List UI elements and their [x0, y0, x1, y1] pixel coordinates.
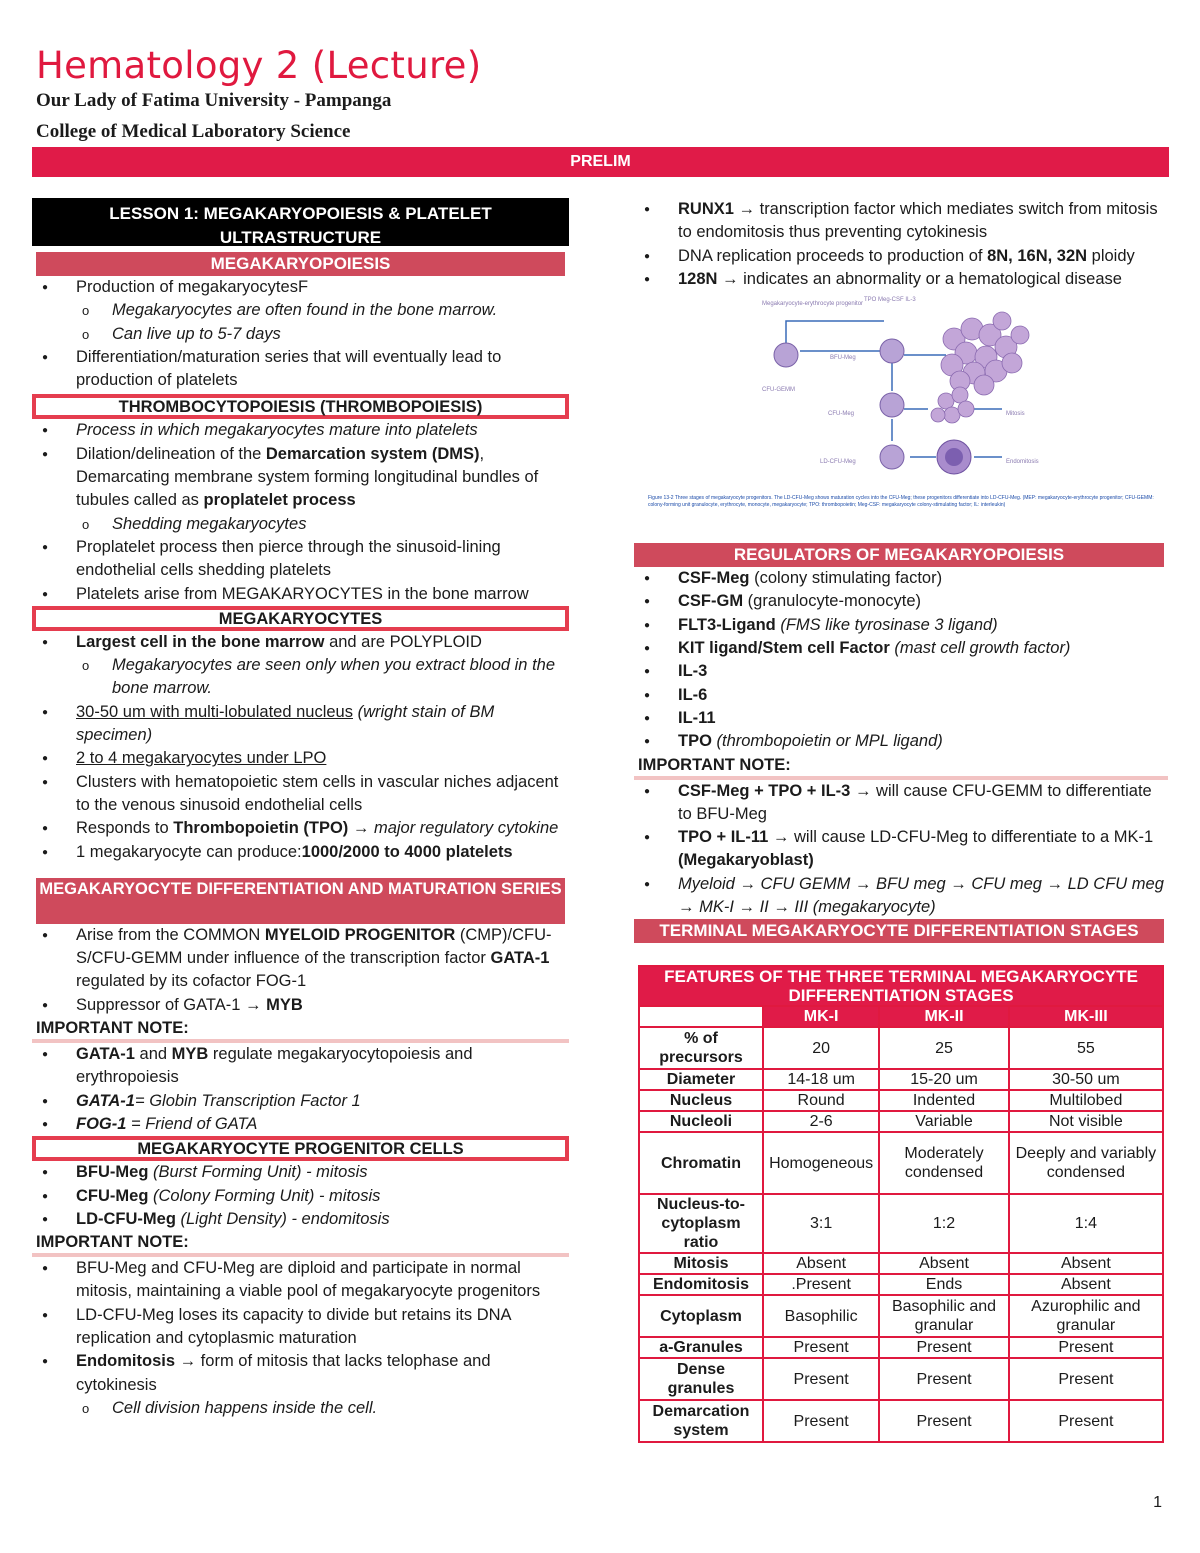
list-item: ● Production of megakaryocytesF: [32, 276, 569, 299]
list-item: ● BFU-Meg and CFU-Meg are diploid and participate in normal mitosis, maintaining a viable pool of megakaryocyte progenitors: [32, 1257, 569, 1304]
list-item: ● LD-CFU-Meg (Light Density) - endomitosis: [32, 1208, 569, 1231]
diagram-label: BFU-Meg: [830, 355, 856, 362]
table-cell: Not visible: [1009, 1111, 1163, 1132]
table-cell: Present: [879, 1400, 1009, 1442]
list-item: ● FLT3-Ligand (FMS like tyrosinase 3 ligand): [634, 614, 1168, 637]
table-cell: Present: [763, 1337, 879, 1358]
table-cell: .Present: [763, 1274, 879, 1295]
diagram-label: TPO Meg-CSF IL-3: [864, 297, 916, 304]
diagram-label: CFU-GEMM: [762, 387, 795, 394]
list-item: ● Arise from the COMMON MYELOID PROGENITOR (CMP)/CFU-S/CFU-GEMM under influence of the transcription factor GATA-1 regulated by its cofactor FOG-1: [32, 924, 569, 994]
table-row: [639, 1358, 1163, 1400]
college-name: College of Medical Laboratory Science: [36, 121, 351, 142]
table-cell: Endomitosis: [639, 1274, 763, 1295]
table-header-cell: MK-II: [879, 1006, 1009, 1027]
table-row: [639, 1274, 1163, 1295]
list-item: ● Differentiation/maturation series that will eventually lead to production of platelets: [32, 346, 569, 393]
list-item: ● RUNX1 → transcription factor which mediates switch from mitosis to endomitosis thus preventing cytokinesis: [634, 198, 1168, 245]
table-row: [639, 1132, 1163, 1194]
table-cell: a-Granules: [639, 1337, 763, 1358]
list-item: ● DNA replication proceeds to production of 8N, 16N, 32N ploidy: [634, 245, 1168, 268]
table-cell: 1:4: [1009, 1194, 1163, 1253]
differentiation-series-list: [32, 924, 569, 1017]
table-header-cell: MK-III: [1009, 1006, 1163, 1027]
megakaryocytes-heading: MEGAKARYOCYTES: [32, 606, 569, 631]
list-item: ● CSF-GM (granulocyte-monocyte): [634, 590, 1168, 613]
list-item: ● 1 megakaryocyte can produce:1000/2000 to 4000 platelets: [32, 841, 569, 864]
table-cell: Diameter: [639, 1069, 763, 1090]
list-item: ● Responds to Thrombopoietin (TPO) → major regulatory cytokine: [32, 817, 569, 840]
list-item: ● Platelets arise from MEGAKARYOCYTES in the bone marrow: [32, 583, 569, 606]
megakaryocytes-list: [32, 631, 569, 864]
list-item: ● IL-6: [634, 684, 1168, 707]
list-item: o Shedding megakaryocytes: [32, 513, 569, 536]
table-cell: Homogeneous: [763, 1132, 879, 1194]
table-cell: Nucleoli: [639, 1111, 763, 1132]
table-cell: Demarcation system: [639, 1400, 763, 1442]
table-cell: Present: [1009, 1337, 1163, 1358]
list-item: ● CSF-Meg + TPO + IL-3 → will cause CFU-GEMM to differentiate to BFU-Meg: [634, 780, 1168, 827]
table-header-cell: [639, 1006, 763, 1027]
table-cell: 15-20 um: [879, 1069, 1009, 1090]
terminal-stages-table: [638, 965, 1164, 1443]
list-item: ● IL-11: [634, 707, 1168, 730]
list-item: ● Suppressor of GATA-1 → MYB: [32, 994, 569, 1017]
table-cell: Present: [763, 1400, 879, 1442]
table-cell: Present: [1009, 1400, 1163, 1442]
thrombopoiesis-heading: THROMBOCYTOPOIESIS (THROMBOPOIESIS): [32, 394, 569, 419]
diagram-label: CFU-Meg: [828, 411, 855, 418]
runx-list: [634, 198, 1168, 291]
table-cell: Azurophilic and granular: [1009, 1295, 1163, 1337]
university-name: Our Lady of Fatima University - Pampanga: [36, 90, 392, 111]
progenitor-cell: [774, 343, 798, 367]
progenitor-cells-list: [32, 1161, 569, 1231]
lesson-title: LESSON 1: MEGAKARYOPOIESIS & PLATELET ULTRASTRUCTURE: [32, 198, 569, 246]
table-cell: Basophilic and granular: [879, 1295, 1009, 1337]
list-item: ● KIT ligand/Stem cell Factor (mast cell growth factor): [634, 637, 1168, 660]
list-item: ● TPO (thrombopoietin or MPL ligand): [634, 730, 1168, 753]
table-cell: 1:2: [879, 1194, 1009, 1253]
progenitor-cell: [880, 445, 904, 469]
figure-caption: Figure 13-2 Three stages of megakaryocyte progenitors. The LD-CFU-Meg shows maturation cycles into the CFU-Meg; these progenitors differentiate into LD-CFU-Meg. (MEP: megakaryocyte-erythrocyte progenitor; CFU-GEMM: colony-forming unit granulocyte, erythrocyte, monocyte, megakaryocyte; TPO: thrombopoietin; Meg-CSF: megakaryocyte colony-stimulating factor; IL: interleukin): [648, 495, 1154, 509]
cfu-colony: [931, 387, 974, 423]
table-cell: Nucleus: [639, 1090, 763, 1111]
list-item: ● Proplatelet process then pierce through the sinusoid-lining endothelial cells shedding platelets: [32, 536, 569, 583]
table-cell: Present: [879, 1358, 1009, 1400]
important-note-label: IMPORTANT NOTE:: [32, 1231, 569, 1257]
diagram-label: Endomitosis: [1006, 459, 1039, 466]
table-cell: Present: [1009, 1358, 1163, 1400]
table-cell: Indented: [879, 1090, 1009, 1111]
table-cell: 20: [763, 1027, 879, 1069]
table-row: [639, 1090, 1163, 1111]
thrombopoiesis-list: [32, 419, 569, 605]
table-cell: Present: [763, 1358, 879, 1400]
ld-cfu-nucleus: [945, 448, 963, 466]
table-row: [639, 1253, 1163, 1274]
table-cell: Chromatin: [639, 1132, 763, 1194]
megakaryopoiesis-list: [32, 276, 569, 392]
table-cell: Absent: [879, 1253, 1009, 1274]
differentiation-series-heading: MEGAKARYOCYTE DIFFERENTIATION AND MATURATION SERIES: [36, 878, 565, 924]
table-row: [639, 1337, 1163, 1358]
table-cell: Deeply and variably condensed: [1009, 1132, 1163, 1194]
left-column: [32, 198, 569, 1420]
table-cell: 30-50 um: [1009, 1069, 1163, 1090]
diagram-label: Megakaryocyte-erythrocyte progenitor: [762, 301, 864, 308]
table-cell: 2-6: [763, 1111, 879, 1132]
list-item: o Cell division happens inside the cell.: [32, 1397, 569, 1420]
progenitor-cell: [880, 393, 904, 417]
megakaryopoiesis-heading: MEGAKARYOPOIESIS: [36, 252, 565, 276]
diagram-label: LD-CFU-Meg: [820, 459, 856, 466]
table-title: FEATURES OF THE THREE TERMINAL MEGAKARYOCYTE DIFFERENTIATION STAGES: [639, 966, 1163, 1006]
table-cell: 3:1: [763, 1194, 879, 1253]
table-cell: Nucleus-to-cytoplasm ratio: [639, 1194, 763, 1253]
term-banner: PRELIM: [32, 147, 1169, 177]
table-header-cell: MK-I: [763, 1006, 879, 1027]
progenitor-cell: [880, 339, 904, 363]
list-item: ● Largest cell in the bone marrow and are POLYPLOID: [32, 631, 569, 654]
diagram-label: Mitosis: [1006, 411, 1025, 418]
note-list: [32, 1257, 569, 1420]
list-item: ● 2 to 4 megakaryocytes under LPO: [32, 747, 569, 770]
right-column: [634, 198, 1168, 1443]
diagram-arrow: [786, 321, 884, 355]
table-cell: 14-18 um: [763, 1069, 879, 1090]
list-item: ● LD-CFU-Meg loses its capacity to divide but retains its DNA replication and cytoplasmic maturation: [32, 1304, 569, 1351]
list-item: ● FOG-1 = Friend of GATA: [32, 1113, 569, 1136]
list-item: ● GATA-1 and MYB regulate megakaryocytopoiesis and erythropoiesis: [32, 1043, 569, 1090]
table-row: [639, 1295, 1163, 1337]
list-item: ● TPO + IL-11 → will cause LD-CFU-Meg to differentiate to a MK-1 (Megakaryoblast): [634, 826, 1168, 873]
table-row: [639, 1069, 1163, 1090]
table-cell: 25: [879, 1027, 1009, 1069]
bfu-colony: [941, 312, 1029, 395]
list-item: ● Dilation/delineation of the Demarcation system (DMS), Demarcating membrane system forming longitudinal bundles of tubules called as proplatelet process: [32, 443, 569, 513]
table-cell: Round: [763, 1090, 879, 1111]
list-item: ● IL-3: [634, 660, 1168, 683]
list-item: ● Myeloid → CFU GEMM → BFU meg → CFU meg → LD CFU meg → MK-I → II → III (megakaryocyte): [634, 873, 1168, 920]
table-cell: Mitosis: [639, 1253, 763, 1274]
important-note-label: IMPORTANT NOTE:: [32, 1017, 569, 1043]
list-item: ● GATA-1= Globin Transcription Factor 1: [32, 1090, 569, 1113]
regulators-list: [634, 567, 1168, 753]
table-cell: Dense granules: [639, 1358, 763, 1400]
table-row: [639, 1400, 1163, 1442]
table-cell: Absent: [763, 1253, 879, 1274]
list-item: ● Process in which megakaryocytes mature into platelets: [32, 419, 569, 442]
table-row: [639, 1194, 1163, 1253]
list-item: ● BFU-Meg (Burst Forming Unit) - mitosis: [32, 1161, 569, 1184]
list-item: ● CSF-Meg (colony stimulating factor): [634, 567, 1168, 590]
list-item: ● 128N → indicates an abnormality or a hematological disease: [634, 268, 1168, 291]
progenitor-figure: [634, 291, 1168, 533]
table-cell: 55: [1009, 1027, 1163, 1069]
page-number: 1: [1153, 1494, 1162, 1511]
table-cell: Ends: [879, 1274, 1009, 1295]
list-item: ● Endomitosis → form of mitosis that lacks telophase and cytokinesis: [32, 1350, 569, 1397]
note-list: [32, 1043, 569, 1136]
list-item: o Megakaryocytes are seen only when you extract blood in the bone marrow.: [32, 654, 569, 701]
regulators-heading: REGULATORS OF MEGAKARYOPOIESIS: [634, 543, 1164, 567]
table-row: [639, 1111, 1163, 1132]
table-cell: Variable: [879, 1111, 1009, 1132]
terminal-stages-heading: TERMINAL MEGAKARYOCYTE DIFFERENTIATION STAGES: [634, 919, 1164, 943]
table-cell: Cytoplasm: [639, 1295, 763, 1337]
important-note-label: IMPORTANT NOTE:: [634, 754, 1168, 780]
table-cell: Multilobed: [1009, 1090, 1163, 1111]
list-item: ● CFU-Meg (Colony Forming Unit) - mitosis: [32, 1185, 569, 1208]
table-cell: Absent: [1009, 1253, 1163, 1274]
progenitor-cells-heading: MEGAKARYOCYTE PROGENITOR CELLS: [32, 1136, 569, 1161]
table-cell: Present: [879, 1337, 1009, 1358]
list-item: ● 30-50 um with multi-lobulated nucleus (wright stain of BM specimen): [32, 701, 569, 748]
list-item: o Can live up to 5-7 days: [32, 323, 569, 346]
document-title: Hematology 2 (Lecture): [36, 44, 482, 87]
table-row: [639, 1027, 1163, 1069]
list-item: ● Clusters with hematopoietic stem cells in vascular niches adjacent to the venous sinusoid endothelial cells: [32, 771, 569, 818]
table-cell: Absent: [1009, 1274, 1163, 1295]
table-cell: % of precursors: [639, 1027, 763, 1069]
table-cell: Basophilic: [763, 1295, 879, 1337]
list-item: o Megakaryocytes are often found in the bone marrow.: [32, 299, 569, 322]
note-list: [634, 780, 1168, 920]
table-cell: Moderately condensed: [879, 1132, 1009, 1194]
